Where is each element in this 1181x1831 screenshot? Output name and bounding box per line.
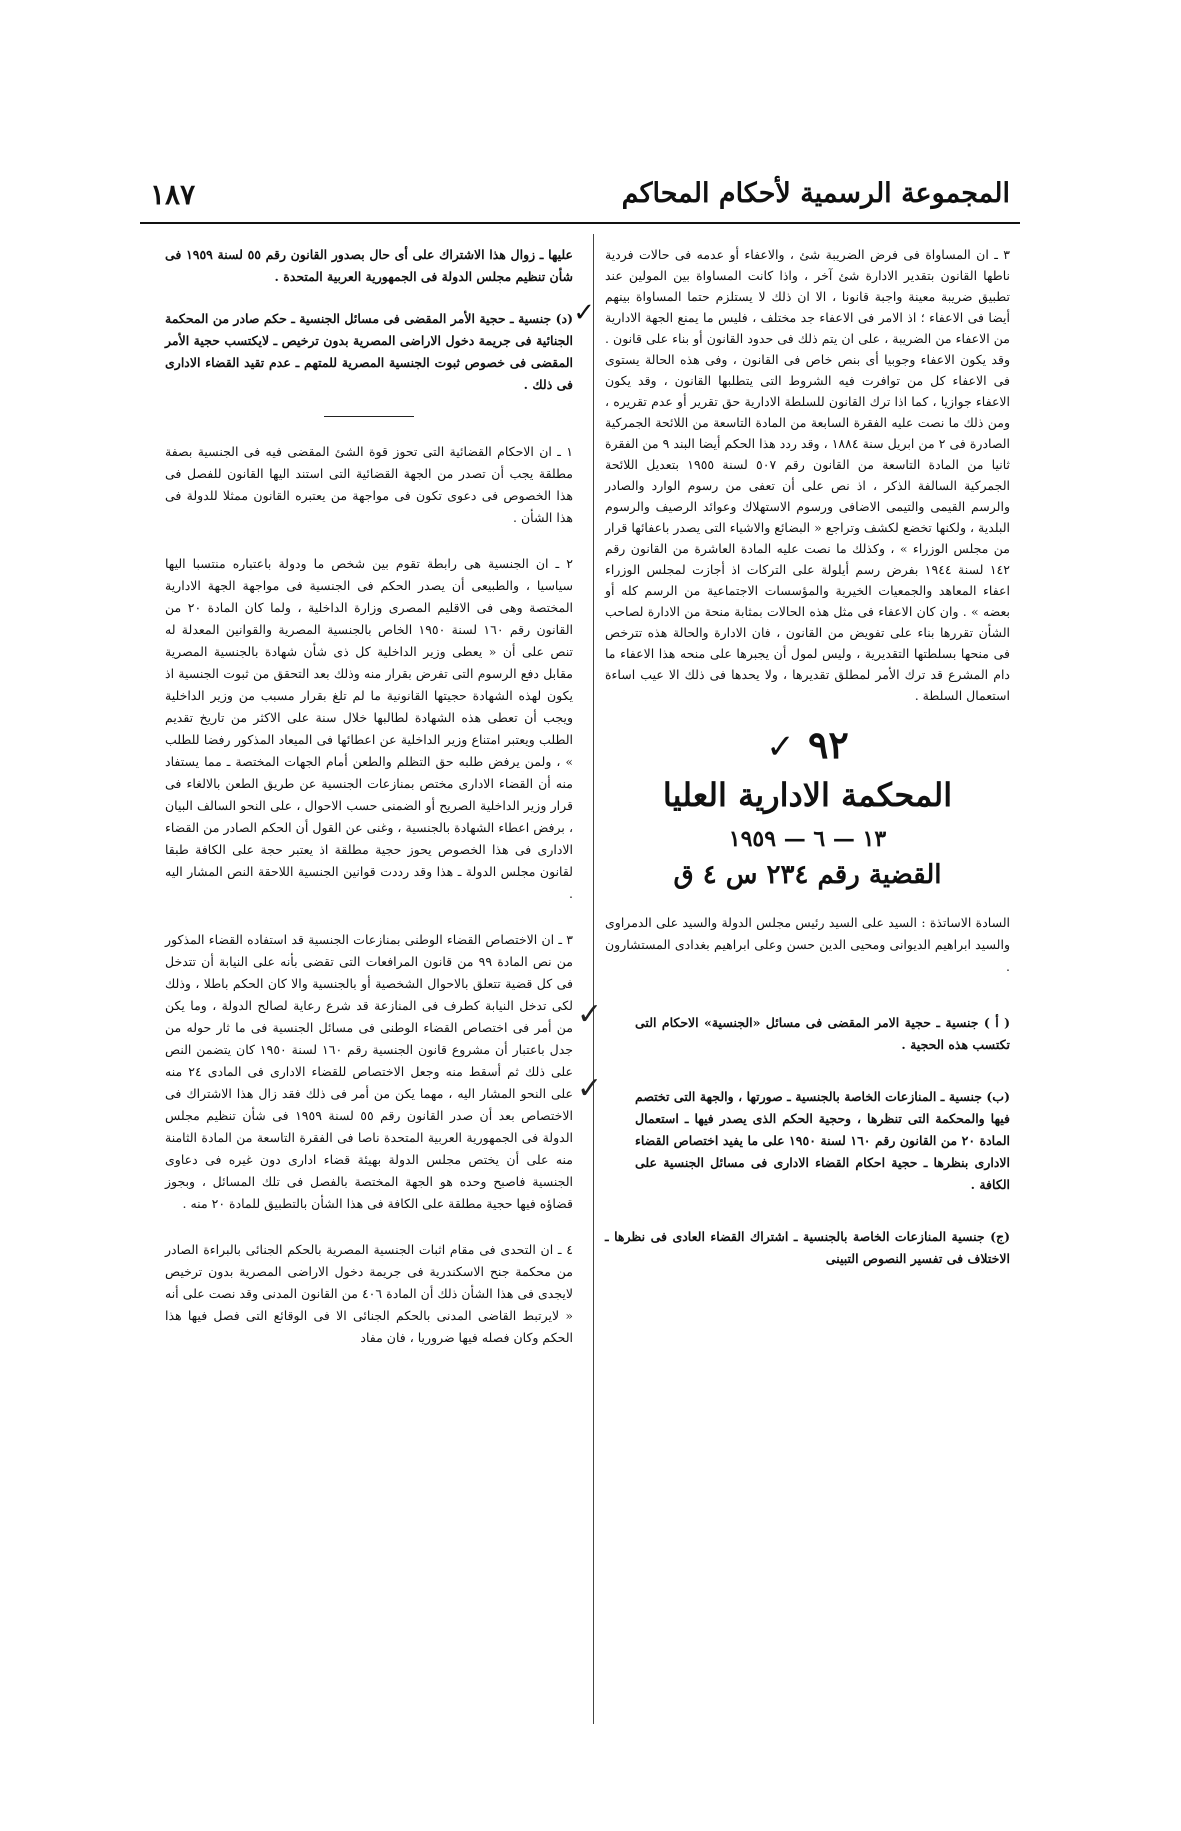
decision-heading	[605, 722, 1010, 890]
section-divider	[324, 416, 414, 417]
decision-date: ١٣ — ٦ — ١٩٥٩	[728, 826, 887, 852]
handwritten-check-icon: ✓	[573, 298, 595, 328]
paragraph-1: ١ ـ ان الاحكام القضائية التى تحوز قوة الشئ المقضى فيه فى الجنسية بصفة مطلقة يجب أن تصدر من الجهة القضائية التى استند اليها القانون للفصل فى هذا الخصوص فى دعوى تكون فى مواجهة من يعتبره القانون ممثلا للدولة فى هذا الشأن .	[165, 444, 573, 525]
paragraph-2: ٢ ـ ان الجنسية هى رابطة تقوم بين شخص ما ودولة باعتباره منتسبا اليها سياسيا ، والطبيعى أن يصدر الحكم فى الجنسية فى مواجهة الجهة الادارية المختصة وهى فى الاقليم المصرى وزارة الداخلية ، ولما كان المادة ٢٠ من القانون رقم ١٦٠ لسنة ١٩٥٠ الخاص بالجنسية المصرية والقوانين المعدلة له تنص على أن « يعطى وزير الداخلية كل ذى شأن شهادة بالجنسية المصرية مقابل دفع الرسوم التى تفرض بقرار منه وذلك بعد التحقق من ثبوت الجنسية اذ يكون لهذه الشهادة حجيتها القانونية ما لم تلغ بقرار مسبب من وزير الداخلية ويجب أن تعطى هذه الشهادة لطالبها خلال سنة على الاكثر من تاريخ تقديم الطلب ويعتبر امتناع وزير الداخلية عن اعطائها فى الميعاد المذكور رفضا للطلب » ، ولمن يرفض طلبه حق التظلم والطعن أمام الجهات المختصة ـ مما يستفاد منه أن القضاء الادارى مختص بمنازعات الجنسية عن طريق الطعن بالالغاء فى قرار وزير الداخلية الصريح أو الضمنى حسب الاحوال ، على النحو السالف البيان ، برفض اعطاء الشهادة بالجنسية ، وغنى عن القول أن الحكم الصادر من القضاء الادارى فى هذا الخصوص يحوز حجية مطلقة اذ يعتبر حجة على الكافة طبقا لقانون مجلس الدولة ـ هذا وقد رددت قوانين الجنسية اللاحقة النص المشار اليه .	[165, 556, 574, 901]
column-separator	[593, 234, 594, 1724]
court-name: المحكمة الادارية العليا	[662, 776, 953, 814]
summary-d-text: (د) جنسية ـ حجية الأمر المقضى فى مسائل الجنسية ـ حكم صادر من المحكمة الجنائية فى جريمة دخول الاراضى المصرية بدون ترخيص ـ لايكتسب حجية الأمر المقضى فى خصوص ثبوت الجنسية المصرية للمتهم ـ عدم تقيد القضاء الادارى فى ذلك .	[165, 311, 573, 392]
handwritten-check-icon: ✓	[577, 1071, 603, 1106]
header-rule	[140, 222, 1020, 224]
heading-a	[577, 997, 1010, 1056]
summary-c-continued: عليها ـ زوال هذا الاشتراك على أى حال بصدور القانون رقم ٥٥ لسنة ١٩٥٩ فى شأن تنظيم مجلس الدولة فى الجمهورية العربية المتحدة .	[165, 247, 574, 284]
heading-c	[605, 1226, 1010, 1270]
running-title: المجموعة الرسمية لأحكام المحاكم	[621, 178, 1010, 209]
heading-b	[577, 1071, 1010, 1196]
decision-number	[605, 722, 1010, 767]
summary-d	[165, 298, 595, 396]
right-column	[577, 244, 1010, 1300]
heading-b-text: (ب) جنسية ـ المنازعات الخاصة بالجنسية ـ صورتها ، والجهة التى تختصم فيها والمحكمة التى تنظرها ، وحجية الحكم الذى يصدر فيها ـ استعمال المادة ٢٠ من القانون رقم ١٦٠ لسنة ١٩٥٠ على ما يفيد اختصاص القضاء الادارى بنظرها ـ حجية احكام القضاء الادارى فى مسائل الجنسية على الكافة .	[635, 1089, 1010, 1192]
page-header	[150, 178, 1010, 218]
heading-c-text: (ج) جنسية المنازعات الخاصة بالجنسية ـ اشتراك القضاء العادى فى نظرها ـ الاختلاف فى تفسير النصوص التبينى	[605, 1229, 1010, 1266]
handwritten-check-icon: ✓	[766, 727, 795, 767]
case-number: القضية رقم ٢٣٤ س ٤ ق	[673, 860, 942, 890]
paragraph-3: ٣ ـ ان الاختصاص القضاء الوطنى بمنازعات الجنسية قد استفاده القضاء المذكور من نص المادة ٩٩ من قانون المرافعات التى تقضى بأنه على النيابة أن تتدخل فى كل قضية تتعلق بالاحوال الشخصية أو بالجنسية والا كان الحكم باطلا ، وذلك لكى تدخل النيابة كطرف فى المنازعة قد شرع رعاية لصالح الدولة ، وما يكن من أمر فى اختصاص القضاء الوطنى فى مسائل الجنسية فى ما ثار حوله من جدل باعتبار أن مشروع قانون الجنسية رقم ١٦٠ لسنة ١٩٥٠ كان يتضمن النص على ذلك ثم أسقط منه وجعل الاختصاص للقضاء الادارى فى المادى ٢٤ منه على النحو المشار اليه ، مهما يكن من أمر فى ذلك فقد زال هذا الاشتراك فى الاختصاص بعد أن صدر القانون رقم ٥٥ لسنة ١٩٥٩ فى شأن تنظيم مجلس الدولة فى الجمهورية العربية المتحدة ناصا فى الفقرة التاسعة من المادة الثامنة منه على أن يختص مجلس الدولة بهيئة قضاء ادارى دون غيره فى دعاوى الجنسية فاصبح وحده هو الجهة المختصة بالفصل فى تلك المسائل ، وبجوز قضاؤه فيها حجية مطلقة على الكافة فى هذا الشأن بالتطبيق للمادة ٢٠ منه .	[165, 932, 574, 1211]
left-column	[165, 244, 595, 1373]
handwritten-check-icon: ✓	[577, 997, 603, 1032]
paragraph-4: ٤ ـ ان التحدى فى مقام اثبات الجنسية المصرية بالحكم الجنائى بالبراءة الصادر من محكمة جنح الاسكندرية فى جريمة دخول الاراضى المصرية بدون ترخيص لايجدى فى هذا الشأن ذلك أن المادة ٤٠٦ من القانون المدنى وقد نصت على أنه « لايرتبط القاضى المدنى بالحكم الجنائى الا فى الوقائع التى فصل فيها هذا الحكم وكان فصله فيها ضروريا ، فان مفاد	[165, 1242, 573, 1345]
decision-number-text: ٩٢	[807, 722, 849, 767]
page-number: ١٨٧	[150, 178, 196, 211]
paragraph-3-tax-exemption: ٣ ـ ان المساواة فى فرض الضريبة شئ ، والاعفاء أو عدمه فى حالات فردية ناطها القانون بتقدير الادارة شئ آخر ، واذا كانت المساواة بين المولين عند تطبيق ضريبة معينة واجبة قانونا ، الا ان ذلك لا يستلزم حتما المساواة بينهم أيضا فى الاعفاء ؛ اذ الامر فى الاعفاء جد مختلف ، فليس ما يمنع الجهة الادارية من الاعفاء من الضريبة ، على ان يتم ذلك فى حدود القانون أو بناء على قانون . وقد يكون الاعفاء وجوبيا أى بنص خاص فى القانون ، وفى هذه الحالة يستوى فى الاعفاء كل من توافرت فيه الشروط التى يتطلبها القانون ، وقد يكون الاعفاء جوازيا ، كما اذا ترك القانون للسلطة الادارية حق تقرير أو عدم تقريره ، ومن ذلك ما نصت عليه الفقرة السابعة من المادة التاسعة من اللائحة الجمركية الصادرة فى ٢ من ابريل سنة ١٨٨٤ ، وقد ردد هذا الحكم أيضا البند ٩ من الفقرة ثانيا من المادة التاسعة من القانون رقم ٥٠٧ لسنة ١٩٥٥ بتعديل اللائحة الجمركية السالفة الذكر ، اذ نص على أن تعفى من رسوم الوارد والصادر والرسم القيمى والتيمى الاضافى ورسوم الاستهلاك وعوائد الرصيف والرسوم البلدية ، ولكنها تخضع لكشف وتراجع « البضائع والاشياء التى يصدر باعفائها قرار من مجلس الوزراء » ، وكذلك ما نصت عليه المادة العاشرة من القانون رقم ١٤٢ لسنة ١٩٤٤ بفرض رسم أيلولة على التركات اذ أجازت لمجلس الوزراء اعفاء المعاهد والجمعيات الخيرية والمؤسسات الاجتماعية من الرسم كله أو بعضه » . وان كان الاعفاء فى مثل هذه الحالات بمثابة منحة من الادارة لصاحب الشأن تقررها بناء على تفويض من القانون ، فان الادارة والحالة هذه تترخص فى منحها بسلطتها التقديرية ، وليس لمول أن يجبرها على منحه هذا الاعفاء ما دام المشرع قد ترك الأمر لمطلق تقديرها ، ولا يحدها فى ذلك الا عيب اساءة استعمال السلطة .	[605, 247, 1010, 703]
heading-a-text: ( أ ) جنسية ـ حجية الامر المقضى فى مسائل «الجنسية» الاحكام التى تكتسب هذه الحجية .	[635, 1015, 1010, 1052]
judges-panel: السادة الاساتذة : السيد على السيد رئيس مجلس الدولة والسيد على الدمراوى والسيد ابراهيم الديوانى ومحيى الدين حسن وعلى ابراهيم بغدادى المستشارون .	[605, 915, 1010, 974]
